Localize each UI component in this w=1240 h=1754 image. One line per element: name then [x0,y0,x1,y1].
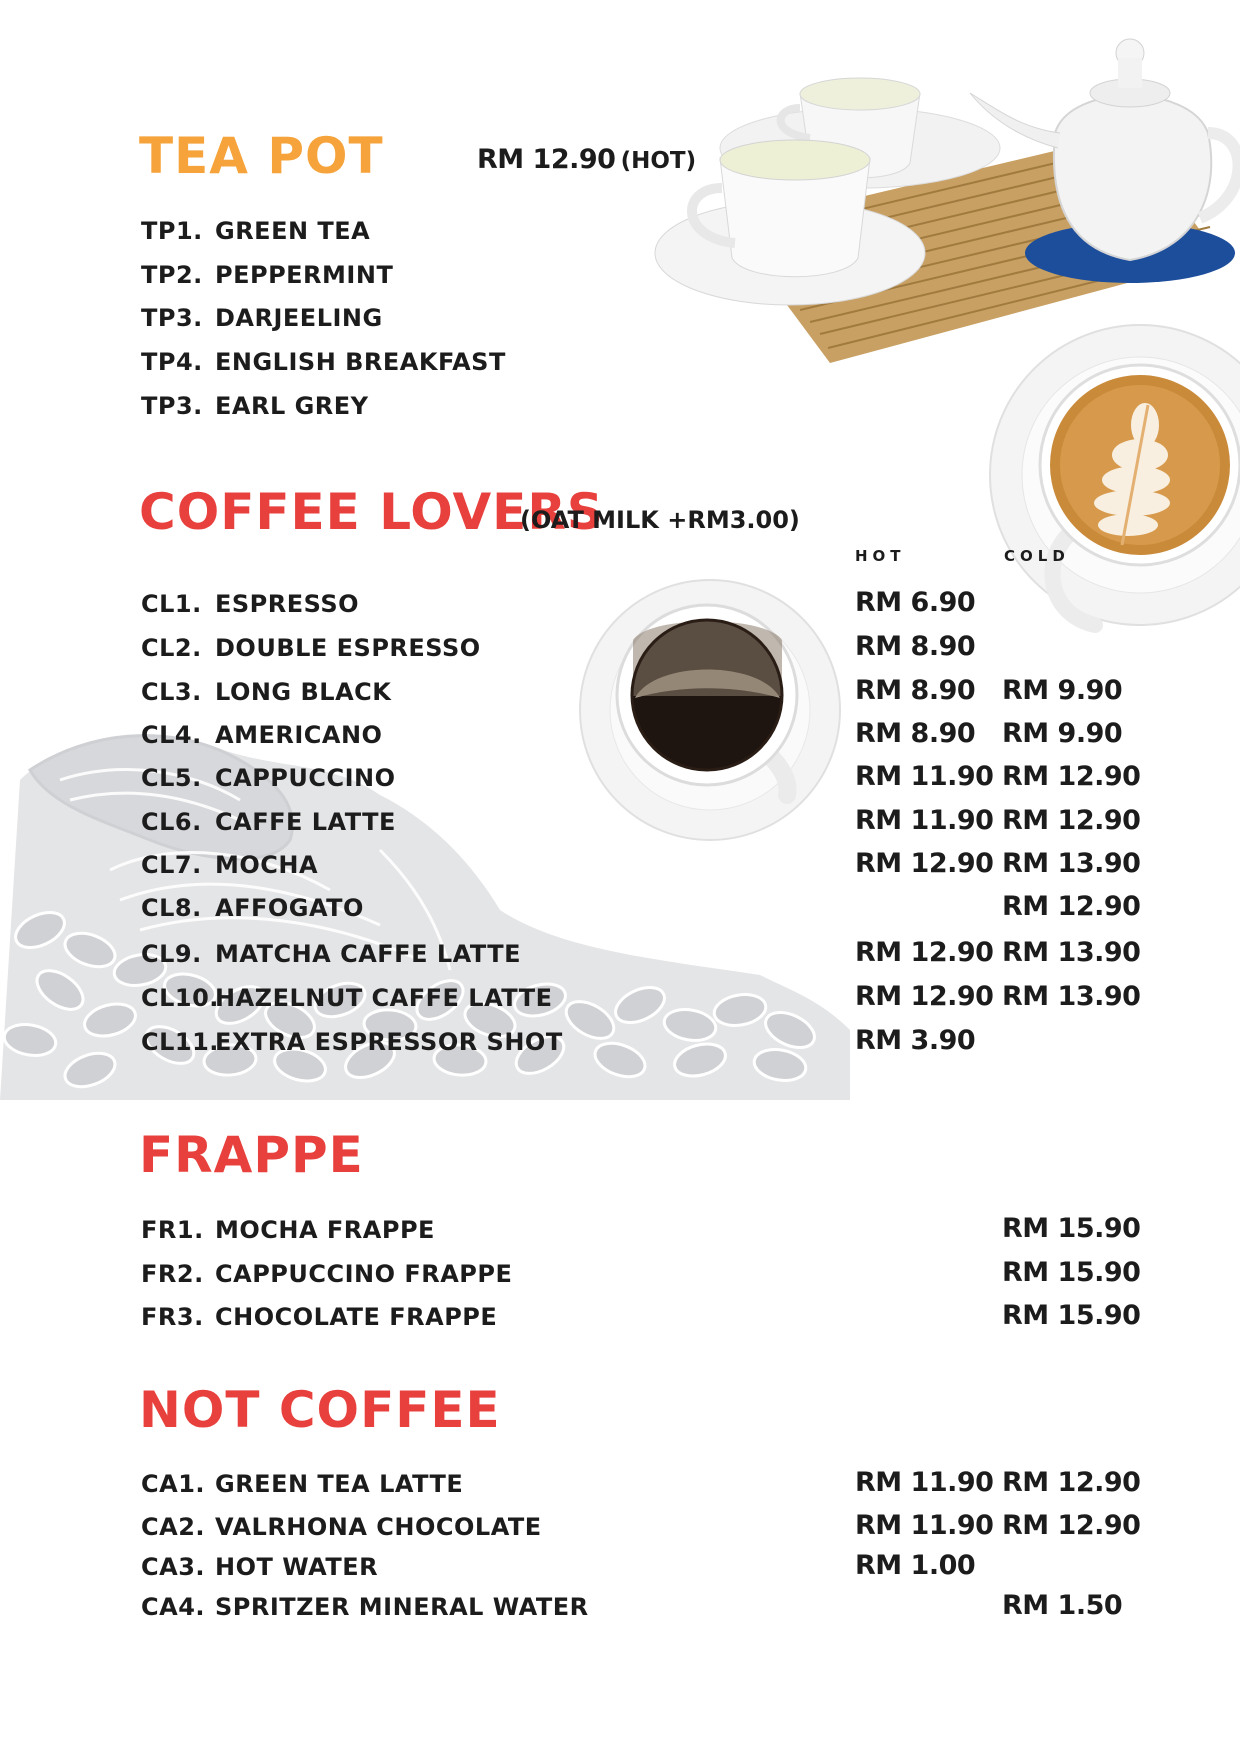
menu-item-code: TP3. [141,392,203,420]
menu-item-code: TP2. [141,261,203,289]
menu-item-name: GREEN TEA [215,217,371,245]
cold-price: RM 12.90 [1002,891,1141,922]
tea-pot-title: TEA POT [139,127,384,185]
cold-price: RM 13.90 [1002,937,1141,968]
cold-price: RM 9.90 [1002,718,1123,749]
menu-item-code: CA4. [141,1593,206,1621]
menu-item-name: DOUBLE ESPRESSO [215,634,481,662]
menu-item-code: TP3. [141,304,203,332]
menu-item-code: CL4. [141,721,202,749]
menu-item-code: CL11. [141,1028,219,1056]
cold-price: RM 13.90 [1002,981,1141,1012]
menu-item-name: CAPPUCCINO [215,764,396,792]
espresso-cup-image [575,580,845,840]
frappe-price: RM 15.90 [1002,1300,1141,1331]
menu-item-name: DARJEELING [215,304,383,332]
menu-item-name: MOCHA FRAPPE [215,1216,435,1244]
hot-price: RM 11.90 [855,1510,994,1541]
hot-price: RM 8.90 [855,718,976,749]
menu-item-name: HOT WATER [215,1553,379,1581]
menu-item-name: VALRHONA CHOCOLATE [215,1513,542,1541]
menu-item-name: HAZELNUT CAFFE LATTE [215,984,553,1012]
tea-pot-price-line [477,146,696,174]
cold-price: RM 12.90 [1002,1467,1141,1498]
frappe-price: RM 15.90 [1002,1257,1141,1288]
cold-price: RM 13.90 [1002,848,1141,879]
menu-item-code: CL5. [141,764,202,792]
menu-item-code: CA3. [141,1553,206,1581]
menu-item-code: FR1. [141,1216,204,1244]
hot-price: RM 12.90 [855,848,994,879]
menu-item-code: CL7. [141,851,202,879]
menu-item-name: SPRITZER MINERAL WATER [215,1593,589,1621]
menu-item-code: CL10. [141,984,219,1012]
menu-item-name: AFFOGATO [215,894,364,922]
menu-item-name: MATCHA CAFFE LATTE [215,940,522,968]
menu-item-name: LONG BLACK [215,678,392,706]
menu-item-name: CAFFE LATTE [215,808,396,836]
hot-price: RM 12.90 [855,937,994,968]
hot-price: RM 6.90 [855,587,976,618]
hot-column-header: HOT [855,547,906,565]
menu-item-code: CA2. [141,1513,206,1541]
menu-item-name: AMERICANO [215,721,383,749]
not-coffee-title: NOT COFFEE [139,1381,501,1439]
hot-price: RM 11.90 [855,761,994,792]
menu-item-code: CL3. [141,678,202,706]
menu-item-code: CL6. [141,808,202,836]
hot-price: RM 8.90 [855,675,976,706]
oat-milk-note: (OAT MILK +RM3.00) [520,506,800,534]
menu-item-code: FR3. [141,1303,204,1331]
hot-price: RM 11.90 [855,805,994,836]
menu-item-code: TP1. [141,217,203,245]
cold-price: RM 9.90 [1002,675,1123,706]
menu-item-code: CL8. [141,894,202,922]
tea-pot-price: RM 12.90 [477,144,616,175]
cold-price: RM 12.90 [1002,1510,1141,1541]
menu-item-name: CHOCOLATE FRAPPE [215,1303,498,1331]
menu-item-code: CL1. [141,590,202,618]
menu-item-code: CA1. [141,1470,206,1498]
frappe-price: RM 15.90 [1002,1213,1141,1244]
menu-item-name: ENGLISH BREAKFAST [215,348,506,376]
menu-item-code: TP4. [141,348,203,376]
menu-item-code: CL9. [141,940,202,968]
latte-cup-image [990,325,1240,655]
menu-item-name: EARL GREY [215,392,369,420]
coffee-lovers-title: COFFEE LOVERS [139,483,604,541]
menu-item-code: FR2. [141,1260,204,1288]
cold-price: RM 12.90 [1002,761,1141,792]
menu-item-name: ESPRESSO [215,590,360,618]
hot-price: RM 3.90 [855,1025,976,1056]
cold-price: RM 12.90 [1002,805,1141,836]
menu-item-name: MOCHA [215,851,319,879]
menu-item-name: CAPPUCCINO FRAPPE [215,1260,513,1288]
cold-price: RM 1.50 [1002,1590,1123,1621]
hot-price: RM 12.90 [855,981,994,1012]
frappe-title: FRAPPE [139,1126,364,1184]
menu-item-name: EXTRA ESPRESSOR SHOT [215,1028,563,1056]
cold-column-header: COLD [1004,547,1070,565]
tea-pot-price-note: (HOT) [620,148,697,174]
hot-price: RM 1.00 [855,1550,976,1581]
hot-price: RM 11.90 [855,1467,994,1498]
menu-item-name: GREEN TEA LATTE [215,1470,464,1498]
menu-item-name: PEPPERMINT [215,261,394,289]
menu-item-code: CL2. [141,634,202,662]
tea-set-image [660,38,1240,368]
hot-price: RM 8.90 [855,631,976,662]
